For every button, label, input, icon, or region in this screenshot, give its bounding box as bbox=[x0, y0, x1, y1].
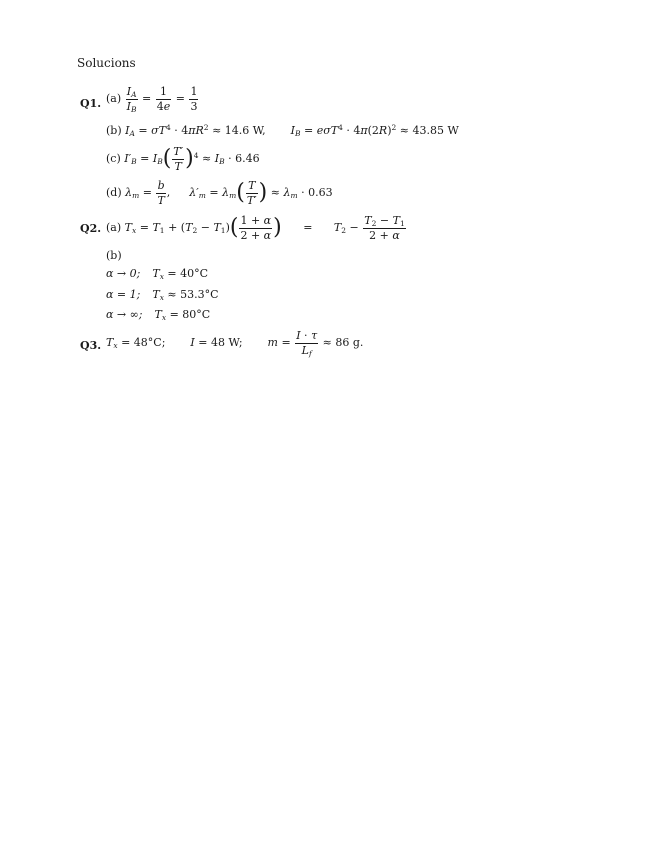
q1-part-a: (a) $\frac{I_A}{I_B}$ = $\frac{1}{4e}$ = $\frac{1}{3}$ bbox=[106, 85, 198, 114]
q3-temperature: = 48°C; bbox=[121, 336, 166, 350]
q2-label: Q2. bbox=[80, 222, 102, 235]
q1-b-tag: (b) bbox=[106, 124, 122, 137]
q3-answer: $T_x = 48^\circ C$; I = 48 W; m = $\frac{I \cdot \tau}{L_f}$ ≈ 86 g. bbox=[106, 329, 364, 358]
page-title: Solucions bbox=[77, 56, 136, 70]
q1-a-tag: (a) bbox=[106, 92, 122, 106]
q1-a-fraction-mid: $\frac{1}{4e}$ bbox=[156, 85, 171, 113]
q1-label: Q1. bbox=[80, 97, 102, 110]
q1-b-value-b: ≈ 43.85 W bbox=[399, 124, 459, 137]
q3-label: Q3. bbox=[80, 339, 102, 352]
q1-a-fraction-ratio: $\frac{I_A}{I_B}$ bbox=[126, 85, 137, 114]
q1-c-value: ≈ $I_B \cdot 6.46$ bbox=[202, 152, 260, 167]
q1-c-tag: (c) bbox=[106, 152, 121, 166]
q2-part-a: (a) $T_x = T_1 + (T_2 - T_1)$( $\frac{1 + \alpha}{2 + \alpha}$ ) = $T_2$ − $\frac{T_2 - T_1}{2 + \alpha}$ bbox=[106, 214, 405, 242]
q2-case-3: α → ∞; $T_x = 80^\circ C$ bbox=[106, 308, 211, 322]
q1-part-d: (d) $\lambda_m$ = $\frac{b}{T}$ , $\lambda'_m = \lambda_m$( $\frac{T}{T'}$ ) ≈ $\lambda_m \cdot 0.63$ bbox=[106, 179, 333, 207]
q3-mass: ≈ 86 g. bbox=[322, 336, 364, 350]
q2-case-1: α → 0; $T_x = 40^\circ C$ bbox=[106, 267, 209, 281]
q3-intensity: = 48 W; bbox=[198, 336, 243, 350]
q1-d-tag: (d) bbox=[106, 186, 122, 200]
q2-case-2: α = 1; $T_x \approx 53.3^\circ C$ bbox=[106, 288, 219, 302]
q2-a-tag: (a) bbox=[106, 221, 122, 235]
q1-a-fraction-result: $\frac{1}{3}$ bbox=[190, 85, 198, 113]
q1-b-value-a: ≈ 14.6 W, bbox=[212, 124, 266, 137]
q1-d-value: ≈ $\lambda_m \cdot 0.63$ bbox=[270, 186, 333, 201]
q1-part-c: (c) $I'_B = I_B$( $\frac{T'}{T}$ )$^4 \approx I_B \cdot 6.46$ bbox=[106, 145, 260, 173]
q1-part-b: (b) $I_A = \sigma T^4 \cdot 4\pi R^2 \approx 14.6$ W, $I_B = e\sigma T^4 \cdot 4\pi(2R)^2 \approx 43.85$ W bbox=[106, 123, 459, 138]
q2-part-b-tag: (b) bbox=[106, 249, 122, 262]
q3-mass-fraction: $\frac{I \cdot \tau}{L_f}$ bbox=[296, 329, 318, 358]
